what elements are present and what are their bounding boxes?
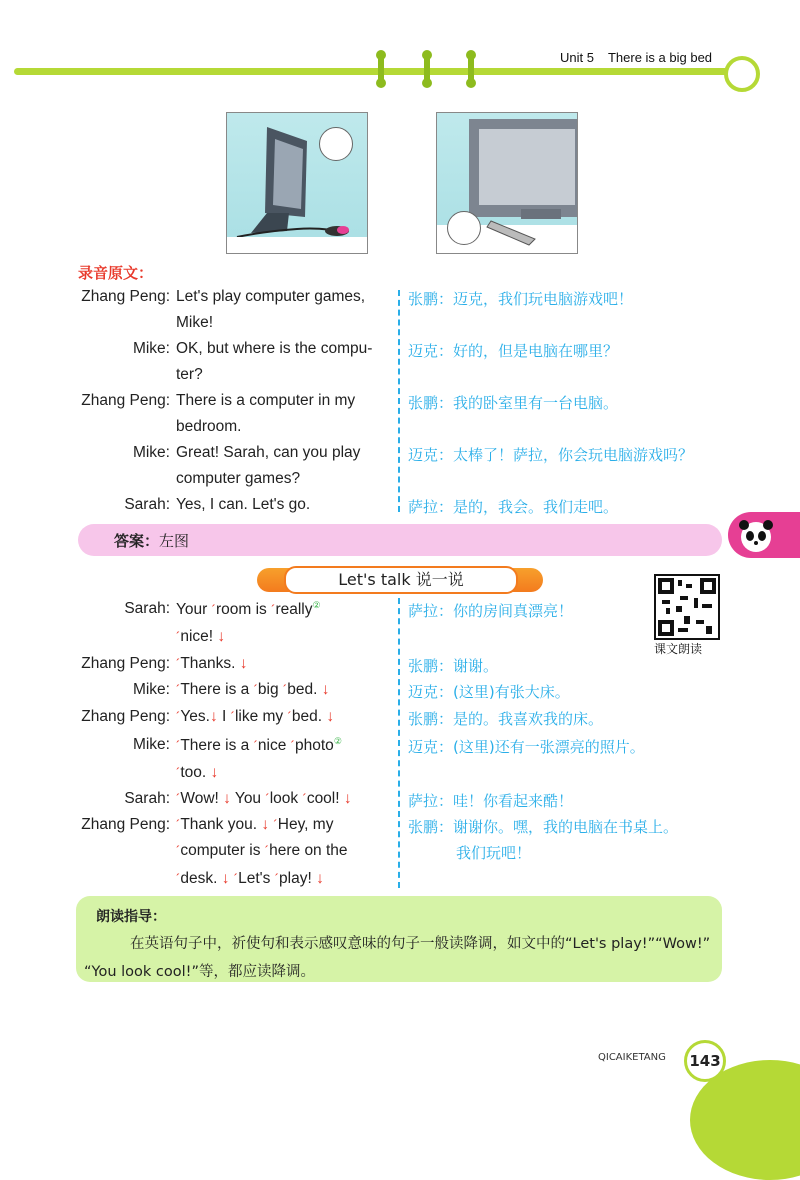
english-text: computer games? bbox=[176, 470, 301, 487]
english-text: Great! Sarah, can you play bbox=[176, 444, 361, 461]
english-text: ´too. ↓ bbox=[176, 764, 219, 781]
unit-title bbox=[560, 50, 712, 65]
footer-brand: QICAIKETANG bbox=[598, 1052, 666, 1063]
speaker-name: Zhang Peng: bbox=[81, 708, 170, 725]
qr-label: 课文朗读 bbox=[654, 642, 703, 656]
answer-value: 左图 bbox=[159, 532, 190, 550]
english-text: Let's play computer games, bbox=[176, 288, 366, 305]
transcript-label: 录音原文： bbox=[78, 264, 154, 282]
english-text: ter? bbox=[176, 366, 203, 383]
answer bbox=[114, 530, 189, 551]
chinese-translation: 张鹏：谢谢。 bbox=[408, 657, 499, 675]
english-text: ´There is a ´big ´bed. ↓ bbox=[176, 681, 330, 698]
header-knob bbox=[468, 52, 474, 86]
talk-title: Let's talk 说一说 bbox=[284, 566, 518, 594]
chinese-translation: 迈克：(这里)还有一张漂亮的照片。 bbox=[408, 738, 645, 756]
header-rule bbox=[14, 68, 734, 75]
chinese-translation: 萨拉：是的，我会。我们走吧。 bbox=[408, 498, 619, 516]
qr-code-icon[interactable] bbox=[654, 574, 720, 640]
chinese-translation: 张鹏：是的。我喜欢我的床。 bbox=[408, 710, 604, 728]
chinese-translation: 迈克：(这里)有张大床。 bbox=[408, 683, 570, 701]
speaker-name: Zhang Peng: bbox=[81, 288, 170, 305]
chinese-translation: 张鹏：迈克，我们玩电脑游戏吧！ bbox=[408, 290, 634, 308]
reading-guide-title: 朗读指导： bbox=[96, 909, 166, 925]
header-knob bbox=[424, 52, 430, 86]
column-divider bbox=[398, 598, 402, 888]
panda-badge-icon bbox=[724, 56, 760, 92]
panda-tab bbox=[728, 512, 800, 558]
qr-pattern bbox=[656, 576, 718, 638]
answer-circle-left[interactable] bbox=[319, 127, 353, 161]
chinese-translation: 张鹏：谢谢你。嘿，我的电脑在书桌上。 bbox=[408, 818, 679, 836]
speaker-name: Mike: bbox=[132, 736, 170, 753]
speaker-name: Mike: bbox=[132, 681, 170, 698]
header-knob bbox=[378, 52, 384, 86]
panda-icon bbox=[736, 515, 776, 555]
chinese-translation: 迈克：好的，但是电脑在哪里？ bbox=[408, 342, 619, 360]
english-text: ´There is a ´nice ´photo② bbox=[176, 736, 342, 755]
unit-name: There is a big bed bbox=[607, 50, 713, 65]
english-text: ´Thanks. ↓ bbox=[176, 655, 248, 672]
english-text: ´computer is ´here on the bbox=[176, 842, 348, 859]
english-text: ´nice! ↓ bbox=[176, 628, 226, 645]
english-text: OK, but where is the compu- bbox=[176, 340, 373, 357]
chinese-translation: 萨拉：你的房间真漂亮！ bbox=[408, 602, 574, 620]
english-text: ´Yes.↓ I ´like my ´bed. ↓ bbox=[176, 708, 335, 725]
speaker-name: Zhang Peng: bbox=[81, 392, 170, 409]
chinese-translation: 迈克：太棒了！萨拉，你会玩电脑游戏吗？ bbox=[408, 446, 694, 464]
english-text: ´Thank you. ↓ ´Hey, my bbox=[176, 816, 334, 833]
speaker-name: Mike: bbox=[132, 340, 170, 357]
speaker-name: Sarah: bbox=[124, 790, 170, 807]
note-marker: ② bbox=[333, 736, 342, 746]
english-text: bedroom. bbox=[176, 418, 242, 435]
english-text: ´desk. ↓ ´Let's ´play! ↓ bbox=[176, 870, 324, 887]
picture-tv-screen bbox=[436, 112, 578, 254]
page-number: 143 bbox=[684, 1040, 726, 1082]
unit-number: Unit 5 bbox=[560, 50, 594, 65]
english-text: Mike! bbox=[176, 314, 214, 331]
answer-label: 答案： bbox=[114, 532, 160, 550]
speaker-name: Zhang Peng: bbox=[81, 655, 170, 672]
chinese-translation: 萨拉：哇！你看起来酷！ bbox=[408, 792, 574, 810]
english-text: ´Wow! ↓ You ´look ´cool! ↓ bbox=[176, 790, 352, 807]
speaker-name: Sarah: bbox=[124, 496, 170, 513]
chinese-translation: 我们玩吧！ bbox=[456, 844, 532, 862]
chinese-translation: 张鹏：我的卧室里有一台电脑。 bbox=[408, 394, 619, 412]
speaker-name: Mike: bbox=[132, 444, 170, 461]
column-divider bbox=[398, 290, 402, 512]
english-text: Your ´room is ´really② bbox=[176, 600, 321, 619]
english-text: There is a computer in my bbox=[176, 392, 356, 409]
speaker-name: Sarah: bbox=[124, 600, 170, 617]
note-marker: ② bbox=[312, 600, 321, 610]
speaker-name: Zhang Peng: bbox=[81, 816, 170, 833]
answer-circle-right[interactable] bbox=[447, 211, 481, 245]
picture-computer-monitor bbox=[226, 112, 368, 254]
english-text: Yes, I can. Let's go. bbox=[176, 496, 311, 513]
reading-guide-text: 在英语句子中，祈使句和表示感叹意味的句子一般读降调，如文中的“Let's play!”“Wow!” “You look cool!”等，都应读降调。 bbox=[84, 936, 711, 980]
